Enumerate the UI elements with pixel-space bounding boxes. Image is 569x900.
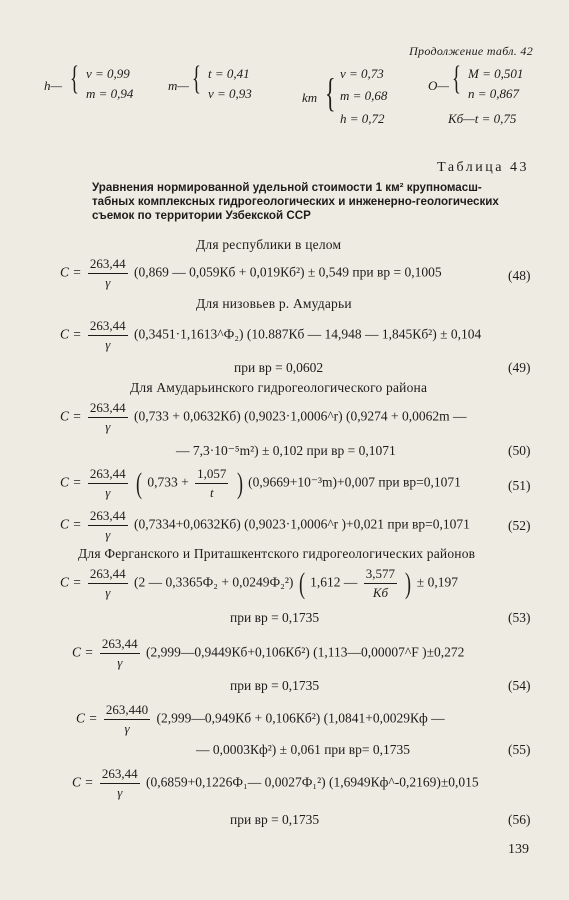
cont-h-row-2: m = 0,94 [86, 86, 134, 101]
section-heading-amudarya-region: Для Амударьинского гидрогеологического района [130, 380, 428, 395]
eq-53-part-a: (2 — 0,3365Ф₂ + 0,0249Ф₂²) [134, 574, 294, 590]
brace-km: { [325, 70, 336, 115]
eq-c-symbol: C = [60, 408, 82, 424]
caption-line-3: съемок по территории Узбекской ССР [92, 209, 311, 222]
caption-line-2: табных комплексных гидрогеологических и инженерно-геологических [92, 195, 499, 208]
eq-c-symbol: C = [60, 474, 82, 490]
eq-c-symbol: C = [60, 264, 82, 280]
eq-53-part-c: ± 0,197 [416, 574, 458, 590]
caption-line-1: Уравнения нормированной удельной стоимости 1 км² крупномасш- [92, 181, 482, 194]
eq-52-body: (0,7334+0,0632Кб) (0,9023·1,0006^r )+0,021 при вр=0,1071 [134, 516, 470, 532]
brace-m: { [192, 60, 201, 97]
equation-number-56: (56) [508, 812, 531, 827]
fraction: $\frac{263,44}{\gamma}$ [89, 256, 126, 290]
section-heading-republic: Для республики в целом [196, 237, 342, 252]
brace-h: { [70, 60, 79, 97]
eq-54-body: (2,999—0,9449Кб+0,106Кб²) (1,113—0,00007^F )±0,272 [146, 644, 465, 660]
eq-c-symbol: C = [72, 774, 94, 790]
eq-51-part-a: 0,733 + [147, 474, 189, 490]
eq-53-condition: при вр = 0,1735 [230, 610, 320, 625]
paren-open: ( [298, 566, 305, 600]
eq-50-continuation: — 7,3·10⁻⁵m²) ± 0,102 при вр = 0,1071 [176, 443, 396, 458]
equation-number-55: (55) [508, 742, 531, 757]
equation-56 [72, 766, 479, 801]
cont-h-row-1: v = 0,99 [86, 66, 130, 81]
eq-c-symbol: C = [60, 326, 82, 342]
brace-o: { [452, 60, 461, 97]
eq-55-continuation: — 0,0003Кф²) ± 0,061 при вр= 0,1735 [196, 742, 411, 757]
eq-54-condition: при вр = 0,1735 [230, 678, 320, 693]
fraction: $\frac{263,44}{\gamma}$ [89, 566, 126, 600]
paren-close: ) [405, 566, 412, 600]
cont-kb-t: Кб—t = 0,75 [448, 111, 517, 126]
eq-49-body: (0,3451·1,1613^Ф₂) (10.887Кб — 14,948 — 1,845Кб²) ± 0,104 [134, 326, 482, 342]
cont-km-row-1: v = 0,73 [340, 66, 384, 81]
eq-c-symbol: C = [60, 574, 82, 590]
equation-53 [60, 566, 458, 601]
cont-label-h: h— [44, 78, 63, 93]
equation-number-51: (51) [508, 478, 531, 493]
equation-48 [60, 256, 442, 291]
eq-56-condition: при вр = 0,1735 [230, 812, 320, 827]
equation-55 [76, 702, 445, 737]
equation-number-52: (52) [508, 518, 531, 533]
equation-51 [60, 466, 461, 501]
paren-open: ( [136, 466, 142, 500]
fraction: $\frac{263,44}{\gamma}$ [89, 318, 126, 352]
cont-label-km: km [302, 90, 318, 105]
equation-number-49: (49) [508, 360, 531, 375]
section-heading-fergana: Для Ферганского и Приташкентского гидрогеологических районов [78, 546, 476, 561]
eq-48-body: (0,869 — 0,059Кб + 0,019Кб²) ± 0,549 при вр = 0,1005 [134, 264, 442, 280]
equation-number-50: (50) [508, 443, 531, 458]
eq-53-part-b: 1,612 — [310, 574, 358, 590]
equation-49 [60, 318, 481, 353]
eq-49-condition: при вр = 0,0602 [234, 360, 324, 375]
equation-number-48: (48) [508, 268, 531, 283]
cont-o-row-1: M = 0,501 [468, 66, 524, 81]
cont-km-row-3: h = 0,72 [340, 111, 385, 126]
fraction: $\frac{263,44}{\gamma}$ [101, 636, 138, 670]
cont-o-row-2: n = 0,867 [468, 86, 520, 101]
eq-55-body: (2,999—0,949Кб + 0,106Кб²) (1,0841+0,0029Кф — [156, 710, 445, 726]
fraction: $\frac{263,44}{\gamma}$ [89, 466, 126, 500]
cont-km-row-2: m = 0,68 [340, 88, 388, 103]
eq-56-body: (0,6859+0,1226Ф₁— 0,0027Ф₁²) (1,6949Кф^-0,2169)±0,015 [146, 774, 479, 790]
cont-m-row-1: t = 0,41 [208, 66, 250, 81]
continuation-header: Продолжение табл. 42 [409, 44, 533, 58]
equation-54 [72, 636, 464, 671]
eq-c-symbol: C = [76, 710, 98, 726]
equation-50 [60, 400, 467, 435]
fraction-inner: $\frac{1,057}{t}$ [197, 466, 227, 500]
fraction-inner: $\frac{3,577}{Кб}$ [365, 566, 396, 600]
fraction: $\frac{263,44}{\gamma}$ [101, 766, 138, 800]
fraction: $\frac{263,440}{\gamma}$ [105, 702, 149, 736]
fraction: $\frac{263,44}{\gamma}$ [89, 400, 126, 434]
table-title: Таблица 43 [437, 160, 529, 175]
eq-c-symbol: C = [60, 516, 82, 532]
equation-number-54: (54) [508, 678, 531, 693]
cont-m-row-2: v = 0,93 [208, 86, 252, 101]
eq-c-symbol: C = [72, 644, 94, 660]
fraction: $\frac{263,44}{\gamma}$ [89, 508, 126, 542]
cont-label-m: m— [168, 78, 189, 93]
paren-close: ) [236, 466, 243, 500]
eq-51-part-b: (0,9669+10⁻³m)+0,007 при вр=0,1071 [248, 474, 461, 490]
eq-50-body: (0,733 + 0,0632Кб) (0,9023·1,0006^r) (0,9274 + 0,0062m — [134, 408, 467, 424]
section-heading-amudarya-lower: Для низовьев р. Амударьи [196, 296, 352, 311]
cont-label-o: O— [428, 78, 449, 93]
page-number: 139 [508, 842, 529, 857]
equation-number-53: (53) [508, 610, 531, 625]
equation-52 [60, 508, 470, 543]
